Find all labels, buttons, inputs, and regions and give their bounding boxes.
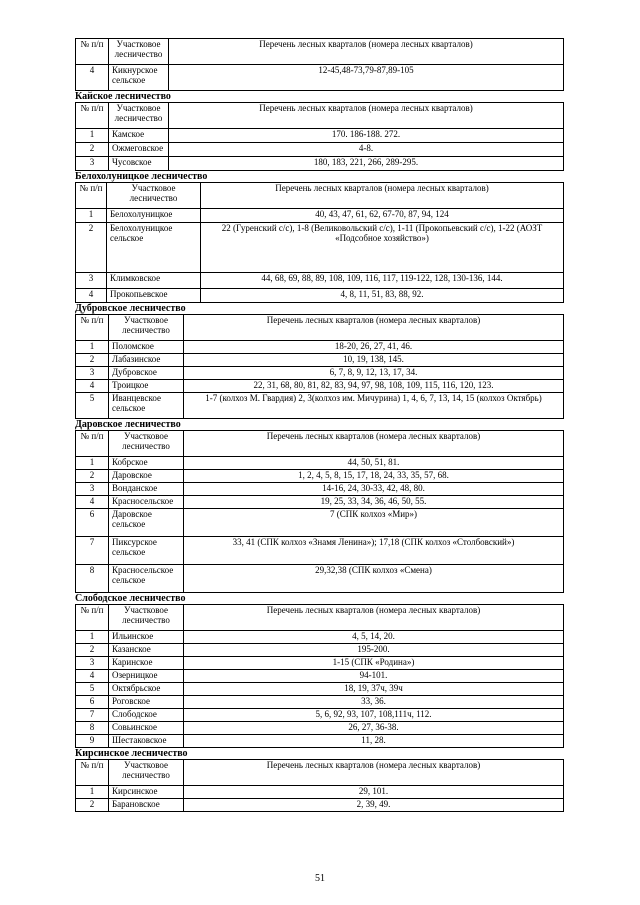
table-header-row <box>76 39 564 65</box>
district-name: Вонданское <box>109 483 184 496</box>
quarters-list: 44, 68, 69, 88, 89, 108, 109, 116, 117, 119-122, 128, 130-136, 144. <box>201 273 564 289</box>
quarters-list: 26, 27, 36-38. <box>184 722 564 735</box>
header-district: Участковое лесничество <box>109 760 184 786</box>
table-row <box>76 341 564 354</box>
quarters-list: 1-7 (колхоз М. Гвардия) 2, 3(колхоз им. Мичурина) 1, 4, 6, 7, 13, 14, 15 (колхоз Октябрь) <box>184 393 564 419</box>
header-quarters: Перечень лесных кварталов (номера лесных кварталов) <box>169 39 564 65</box>
district-name: Кирсинское <box>109 786 184 799</box>
district-name: Роговское <box>109 696 184 709</box>
table-row <box>76 209 564 223</box>
header-quarters: Перечень лесных кварталов (номера лесных кварталов) <box>184 315 564 341</box>
section-title: Белохолуницкое лесничество <box>75 171 208 182</box>
quarters-table <box>75 38 564 91</box>
table-row <box>76 129 564 143</box>
quarters-list: 12-45,48-73,79-87,89-105 <box>169 65 564 91</box>
district-name: Каринское <box>109 657 184 670</box>
table-row <box>76 786 564 799</box>
row-number: 2 <box>76 143 109 157</box>
header-district: Участковое лесничество <box>107 183 201 209</box>
table-header-row <box>76 760 564 786</box>
row-number: 3 <box>76 367 109 380</box>
row-number: 1 <box>76 786 109 799</box>
header-district: Участковое лесничество <box>109 431 184 457</box>
quarters-list: 22 (Гуренский с/с), 1-8 (Великовольский с/с), 1-11 (Прокопьевский с/с), 1-22 (АОЗТ «Подсобное хозяйство») <box>201 223 564 273</box>
district-name: Даровское <box>109 470 184 483</box>
quarters-list: 5, 6, 92, 93, 107, 108,111ч, 112. <box>184 709 564 722</box>
table-header-row <box>76 183 564 209</box>
quarters-list: 7 (СПК колхоз «Мир») <box>184 509 564 537</box>
row-number: 2 <box>76 223 107 273</box>
forestry-section <box>75 171 563 303</box>
quarters-list: 19, 25, 33, 34, 36, 46, 50, 55. <box>184 496 564 509</box>
row-number: 2 <box>76 354 109 367</box>
quarters-list: 40, 43, 47, 61, 62, 67-70, 87, 94, 124 <box>201 209 564 223</box>
quarters-table <box>75 314 564 419</box>
quarters-list: 18-20, 26, 27, 41, 46. <box>184 341 564 354</box>
row-number: 9 <box>76 735 109 748</box>
district-name: Поломское <box>109 341 184 354</box>
quarters-list: 2, 39, 49. <box>184 799 564 812</box>
table-row <box>76 65 564 91</box>
table-row <box>76 735 564 748</box>
header-quarters: Перечень лесных кварталов (номера лесных кварталов) <box>184 431 564 457</box>
quarters-list: 11, 28. <box>184 735 564 748</box>
row-number: 7 <box>76 709 109 722</box>
row-number: 6 <box>76 696 109 709</box>
table-row <box>76 631 564 644</box>
quarters-list: 33, 36. <box>184 696 564 709</box>
header-quarters: Перечень лесных кварталов (номера лесных кварталов) <box>184 760 564 786</box>
section-title: Кирсинское лесничество <box>75 748 188 759</box>
row-number: 4 <box>76 670 109 683</box>
row-number: 4 <box>76 496 109 509</box>
quarters-list: 4, 8, 11, 51, 83, 88, 92. <box>201 289 564 303</box>
district-name: Иванцевское сельское <box>109 393 184 419</box>
district-name: Пиксурское сельское <box>109 537 184 565</box>
district-name: Совьинское <box>109 722 184 735</box>
table-row <box>76 483 564 496</box>
district-name: Даровское сельское <box>109 509 184 537</box>
header-number: № п/п <box>76 103 109 129</box>
header-quarters: Перечень лесных кварталов (номера лесных кварталов) <box>169 103 564 129</box>
row-number: 5 <box>76 683 109 696</box>
forestry-section <box>75 419 563 593</box>
quarters-list: 29, 101. <box>184 786 564 799</box>
section-title: Слободское лесничество <box>75 593 186 604</box>
row-number: 4 <box>76 289 107 303</box>
quarters-list: 94-101. <box>184 670 564 683</box>
quarters-table <box>75 759 564 812</box>
forestry-section <box>75 593 563 748</box>
forestry-section <box>75 91 563 171</box>
header-district: Участковое лесничество <box>109 315 184 341</box>
quarters-table <box>75 182 564 303</box>
district-name: Озерницкое <box>109 670 184 683</box>
row-number: 3 <box>76 483 109 496</box>
table-row <box>76 799 564 812</box>
quarters-list: 1-15 (СПК «Родина») <box>184 657 564 670</box>
table-row <box>76 157 564 171</box>
row-number: 1 <box>76 631 109 644</box>
quarters-list: 10, 19, 138, 145. <box>184 354 564 367</box>
header-number: № п/п <box>76 183 107 209</box>
district-name: Прокопьевское <box>107 289 201 303</box>
row-number: 8 <box>76 722 109 735</box>
table-row <box>76 223 564 273</box>
forestry-section <box>75 303 563 419</box>
district-name: Чусовское <box>109 157 169 171</box>
quarters-list: 170. 186-188. 272. <box>169 129 564 143</box>
quarters-list: 6, 7, 8, 9, 12, 13, 17, 34. <box>184 367 564 380</box>
quarters-list: 29,32,38 (СПК колхоз «Смена) <box>184 565 564 593</box>
row-number: 1 <box>76 457 109 470</box>
row-number: 4 <box>76 65 109 91</box>
header-quarters: Перечень лесных кварталов (номера лесных кварталов) <box>184 605 564 631</box>
district-name: Ильинское <box>109 631 184 644</box>
table-header-row <box>76 431 564 457</box>
table-row <box>76 470 564 483</box>
section-title: Кайское лесничество <box>75 91 171 102</box>
district-name: Красносельское сельское <box>109 565 184 593</box>
header-number: № п/п <box>76 39 109 65</box>
district-name: Красносельское <box>109 496 184 509</box>
table-row <box>76 683 564 696</box>
header-district: Участковое лесничество <box>109 103 169 129</box>
district-name: Белохолуницкое сельское <box>107 223 201 273</box>
district-name: Кикнурское сельское <box>109 65 169 91</box>
quarters-list: 180, 183, 221, 266, 289-295. <box>169 157 564 171</box>
row-number: 2 <box>76 644 109 657</box>
table-header-row <box>76 315 564 341</box>
quarters-list: 33, 41 (СПК колхоз «Знамя Ленина»); 17,18 (СПК колхоз «Столбовский») <box>184 537 564 565</box>
table-row <box>76 709 564 722</box>
row-number: 1 <box>76 341 109 354</box>
row-number: 4 <box>76 380 109 393</box>
header-number: № п/п <box>76 315 109 341</box>
row-number: 3 <box>76 657 109 670</box>
quarters-list: 18, 19, 37ч, 39ч <box>184 683 564 696</box>
district-name: Дубровское <box>109 367 184 380</box>
header-number: № п/п <box>76 760 109 786</box>
row-number: 3 <box>76 273 107 289</box>
table-row <box>76 289 564 303</box>
table-row <box>76 380 564 393</box>
table-row <box>76 565 564 593</box>
district-name: Троицкое <box>109 380 184 393</box>
quarters-table <box>75 604 564 748</box>
table-row <box>76 696 564 709</box>
table-row <box>76 367 564 380</box>
header-district: Участковое лесничество <box>109 39 169 65</box>
table-row <box>76 670 564 683</box>
header-number: № п/п <box>76 605 109 631</box>
section-title: Даровское лесничество <box>75 419 181 430</box>
quarters-list: 14-16, 24, 30-33, 42, 48, 80. <box>184 483 564 496</box>
table-row <box>76 393 564 419</box>
district-name: Шестаковское <box>109 735 184 748</box>
row-number: 8 <box>76 565 109 593</box>
district-name: Белохолуницкое <box>107 209 201 223</box>
district-name: Октябрьское <box>109 683 184 696</box>
header-quarters: Перечень лесных кварталов (номера лесных кварталов) <box>201 183 564 209</box>
forestry-section <box>75 748 563 812</box>
page-number: 51 <box>315 873 325 884</box>
row-number: 6 <box>76 509 109 537</box>
table-row <box>76 496 564 509</box>
row-number: 5 <box>76 393 109 419</box>
table-row <box>76 537 564 565</box>
quarters-table <box>75 430 564 593</box>
row-number: 1 <box>76 209 107 223</box>
table-header-row <box>76 103 564 129</box>
quarters-list: 1, 2, 4, 5, 8, 15, 17, 18, 24, 33, 35, 57, 68. <box>184 470 564 483</box>
district-name: Барановское <box>109 799 184 812</box>
table-row <box>76 509 564 537</box>
header-district: Участковое лесничество <box>109 605 184 631</box>
table-header-row <box>76 605 564 631</box>
district-name: Лабазинское <box>109 354 184 367</box>
quarters-list: 22, 31, 68, 80, 81, 82, 83, 94, 97, 98, 108, 109, 115, 116, 120, 123. <box>184 380 564 393</box>
header-number: № п/п <box>76 431 109 457</box>
table-row <box>76 354 564 367</box>
district-name: Казанское <box>109 644 184 657</box>
row-number: 1 <box>76 129 109 143</box>
document-page <box>75 38 563 812</box>
quarters-list: 195-200. <box>184 644 564 657</box>
table-row <box>76 722 564 735</box>
district-name: Климковское <box>107 273 201 289</box>
quarters-list: 4-8. <box>169 143 564 157</box>
district-name: Камское <box>109 129 169 143</box>
forestry-section <box>75 38 563 91</box>
district-name: Кобрское <box>109 457 184 470</box>
table-row <box>76 657 564 670</box>
table-row <box>76 273 564 289</box>
row-number: 3 <box>76 157 109 171</box>
table-row <box>76 644 564 657</box>
table-row <box>76 457 564 470</box>
row-number: 7 <box>76 537 109 565</box>
row-number: 2 <box>76 470 109 483</box>
quarters-list: 4, 5, 14, 20. <box>184 631 564 644</box>
table-row <box>76 143 564 157</box>
district-name: Слободское <box>109 709 184 722</box>
district-name: Ожмеговское <box>109 143 169 157</box>
quarters-list: 44, 50, 51, 81. <box>184 457 564 470</box>
section-title: Дубровское лесничество <box>75 303 186 314</box>
quarters-table <box>75 102 564 171</box>
row-number: 2 <box>76 799 109 812</box>
